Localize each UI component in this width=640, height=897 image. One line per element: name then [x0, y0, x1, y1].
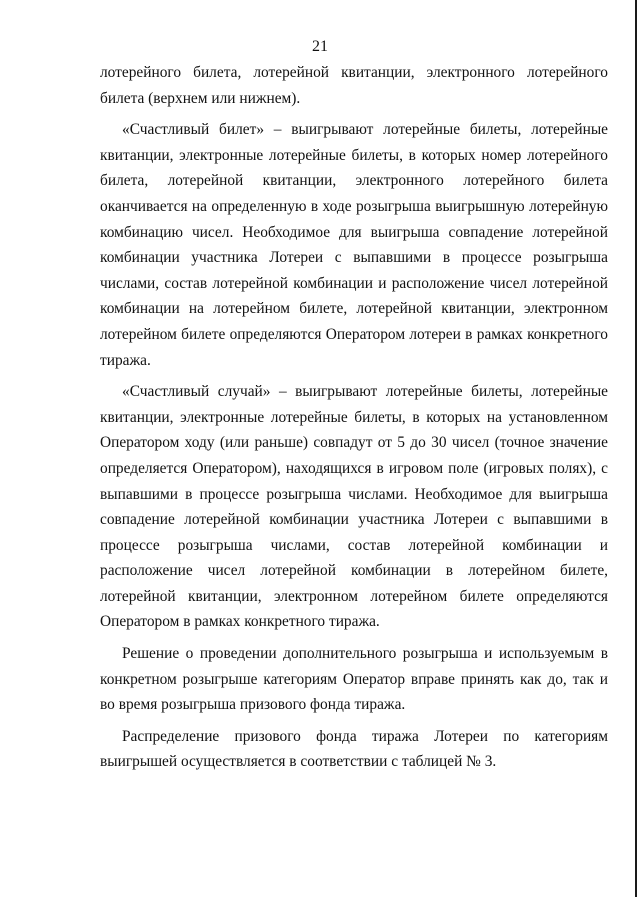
- page-number: 21: [312, 38, 328, 55]
- paragraph-prize-distribution: Распределение призового фонда тиража Лотереи по категориям выигрышей осуществляется в соответствии с таблицей № 3.: [100, 727, 608, 771]
- paragraph-lucky-chance: «Счастливый случай» – выигрывают лотерейные билеты, лотерейные квитанции, электронные лотерейные билеты, в которых на установленном Оператором ходу (или раньше) совпадут от 5 до 30 чисел (точное значение определяется Оператором), находящихся в игровом поле (игровых полях), с выпавшими в процессе розыгрыша числами. Необходимое для выигрыша совпадение лотерейной комбинации участника Лотереи с выпавшими в процессе розыгрыша числами, состав лотерейной комбинации и расположение чисел лотерейной комбинации в лотерейном билете, лотерейной квитанции, электронном лотерейном билете определяются Оператором в рамках конкретного тиража.: [100, 383, 608, 631]
- paragraph-additional-draw: Решение о проведении дополнительного розыгрыша и используемым в конкретном розыгрыше категориям Оператор вправе принять как до, так и во время розыгрыша призового фонда тиража.: [100, 645, 608, 714]
- body-text: [100, 60, 608, 781]
- paragraph-lucky-ticket: «Счастливый билет» – выигрывают лотерейные билеты, лотерейные квитанции, электронные лотерейные билеты, в которых номер лотерейного билета, лотерейной квитанции, электронного лотерейного билета оканчивается на определенную в ходе розыгрыша выигрышную лотерейную комбинацию чисел. Необходимое для выигрыша совпадение лотерейной комбинации участника Лотереи с выпавшими в процессе розыгрыша числами, состав лотерейной комбинации и расположение чисел лотерейной комбинации на лотерейном билете, лотерейной квитанции, электронном лотерейном билете определяются Оператором лотереи в рамках конкретного тиража.: [100, 121, 608, 369]
- scan-edge-line: [635, 0, 637, 897]
- paragraph-continuation: лотерейного билета, лотерейной квитанции, электронного лотерейного билета (верхнем или нижнем).: [100, 64, 608, 107]
